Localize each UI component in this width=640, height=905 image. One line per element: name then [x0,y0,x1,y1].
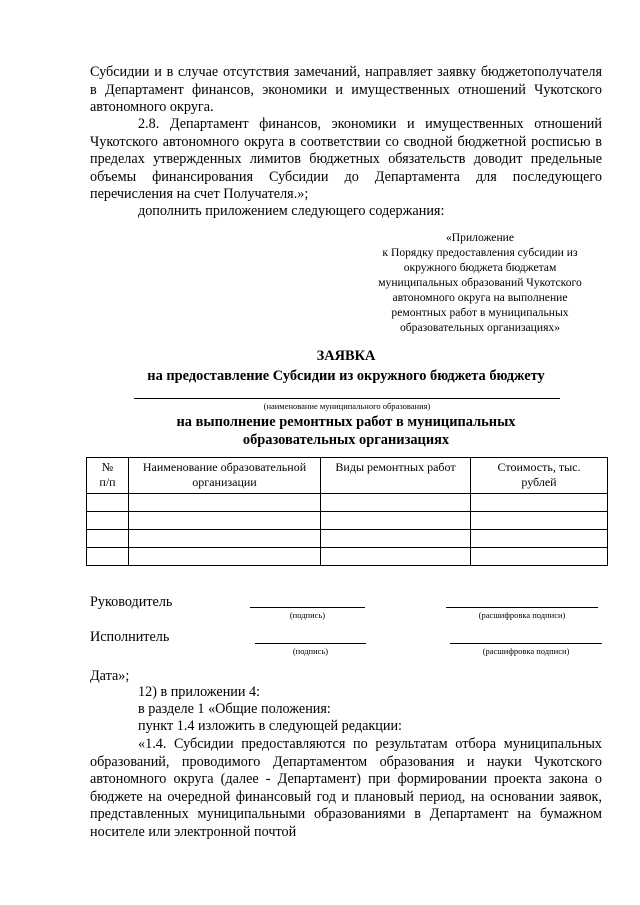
table-cell[interactable] [129,512,321,530]
table-cell[interactable] [471,530,608,548]
table-row [87,548,608,566]
table-row [87,530,608,548]
item-12-line: 12) в приложении 4: [138,684,261,700]
paragraph-2-8: 2.8. Департамент финансов, экономики и имущественных отношений Чукотского автономного округа в соответствии со сводной бюджетной росписью в пределах утвержденных лимитов бюджетных обязательств доводит предельные объемы финансирования Субсидии до Департамента для последующего перечисления на счет Получателя.»; [90,116,602,203]
paragraph-1-4: «1.4. Субсидии предоставляются по результатам отбора муниципальных образований, проводимого Департаментом образования и науки Чукотского автономного округа (далее - Департамент) при формировании проекта закона о бюджете на очередной финансовый год и плановый период, на основании заявок, представленных муниципальными образованиями в Департамент на бумажном носителе или электронной почтой [90,736,602,840]
executor-signature-caption: (подпись) [292,646,329,656]
header-line: рублей [521,475,557,489]
clause-1-4-line: пункт 1.4 изложить в следующей редакции: [138,718,402,734]
table-cell[interactable] [87,494,129,512]
table-cell[interactable] [87,530,129,548]
column-header-number [87,458,129,494]
paragraph-continuation: Субсидии и в случае отсутствия замечаний, направляет заявку бюджетополучателя в Департамент финансов, экономики и имущественных отношений Чукотского автономного округа. [90,64,602,116]
table-cell[interactable] [129,548,321,566]
column-header-organization [129,458,321,494]
form-purpose-line-1: на выполнение ремонтных работ в муниципальных [176,414,516,430]
head-label: Руководитель [90,594,173,610]
table-cell[interactable] [321,548,471,566]
head-signature-line[interactable] [250,607,365,608]
executor-label: Исполнитель [90,629,170,645]
table-cell[interactable] [321,530,471,548]
executor-signature-line[interactable] [255,643,366,644]
appendix-line: образовательных организациях» [399,321,561,334]
form-subtitle: на предоставление Субсидии из окружного бюджета бюджету [147,368,545,384]
table-cell[interactable] [471,512,608,530]
form-purpose-line-2: образовательных организациях [242,432,450,448]
head-decoding-line[interactable] [446,607,598,608]
table-cell[interactable] [87,512,129,530]
head-decoding-caption: (расшифровка подписи) [478,610,566,620]
section-1-line: в разделе 1 «Общие положения: [138,701,331,717]
table-cell[interactable] [321,494,471,512]
appendix-line: «Приложение [445,231,515,244]
table-row [87,494,608,512]
executor-decoding-line[interactable] [450,643,602,644]
header-line: п/п [99,475,116,489]
date-label: Дата»; [90,668,130,684]
table-cell[interactable] [471,494,608,512]
header-line: Стоимость, тыс. [497,460,581,474]
header-line: организации [192,475,257,489]
appendix-line: муниципальных образований Чукотского [378,276,582,289]
table-row [87,512,608,530]
table-cell[interactable] [321,512,471,530]
header-line: № [101,460,114,474]
municipality-blank-line [134,398,560,399]
executor-decoding-caption: (расшифровка подписи) [482,646,570,656]
application-table [86,457,608,566]
table-cell[interactable] [129,494,321,512]
form-title: ЗАЯВКА [316,348,376,364]
appendix-line: к Порядку предоставления субсидии из [382,246,578,259]
table-cell[interactable] [471,548,608,566]
appendix-line: автономного округа на выполнение [392,291,568,304]
paragraph-supplement-intro: дополнить приложением следующего содержания: [138,203,445,219]
header-line: Виды ремонтных работ [335,460,456,474]
appendix-line: окружного бюджета бюджетам [403,261,557,274]
column-header-work-types [321,458,471,494]
appendix-header [340,230,620,335]
header-line: Наименование образовательной [142,460,307,474]
head-signature-caption: (подпись) [289,610,326,620]
table-cell[interactable] [87,548,129,566]
column-header-cost [471,458,608,494]
table-cell[interactable] [129,530,321,548]
table-header-row [87,458,608,494]
appendix-line: ремонтных работ в муниципальных [391,306,569,319]
municipality-caption: (наименование муниципального образования) [263,401,431,411]
